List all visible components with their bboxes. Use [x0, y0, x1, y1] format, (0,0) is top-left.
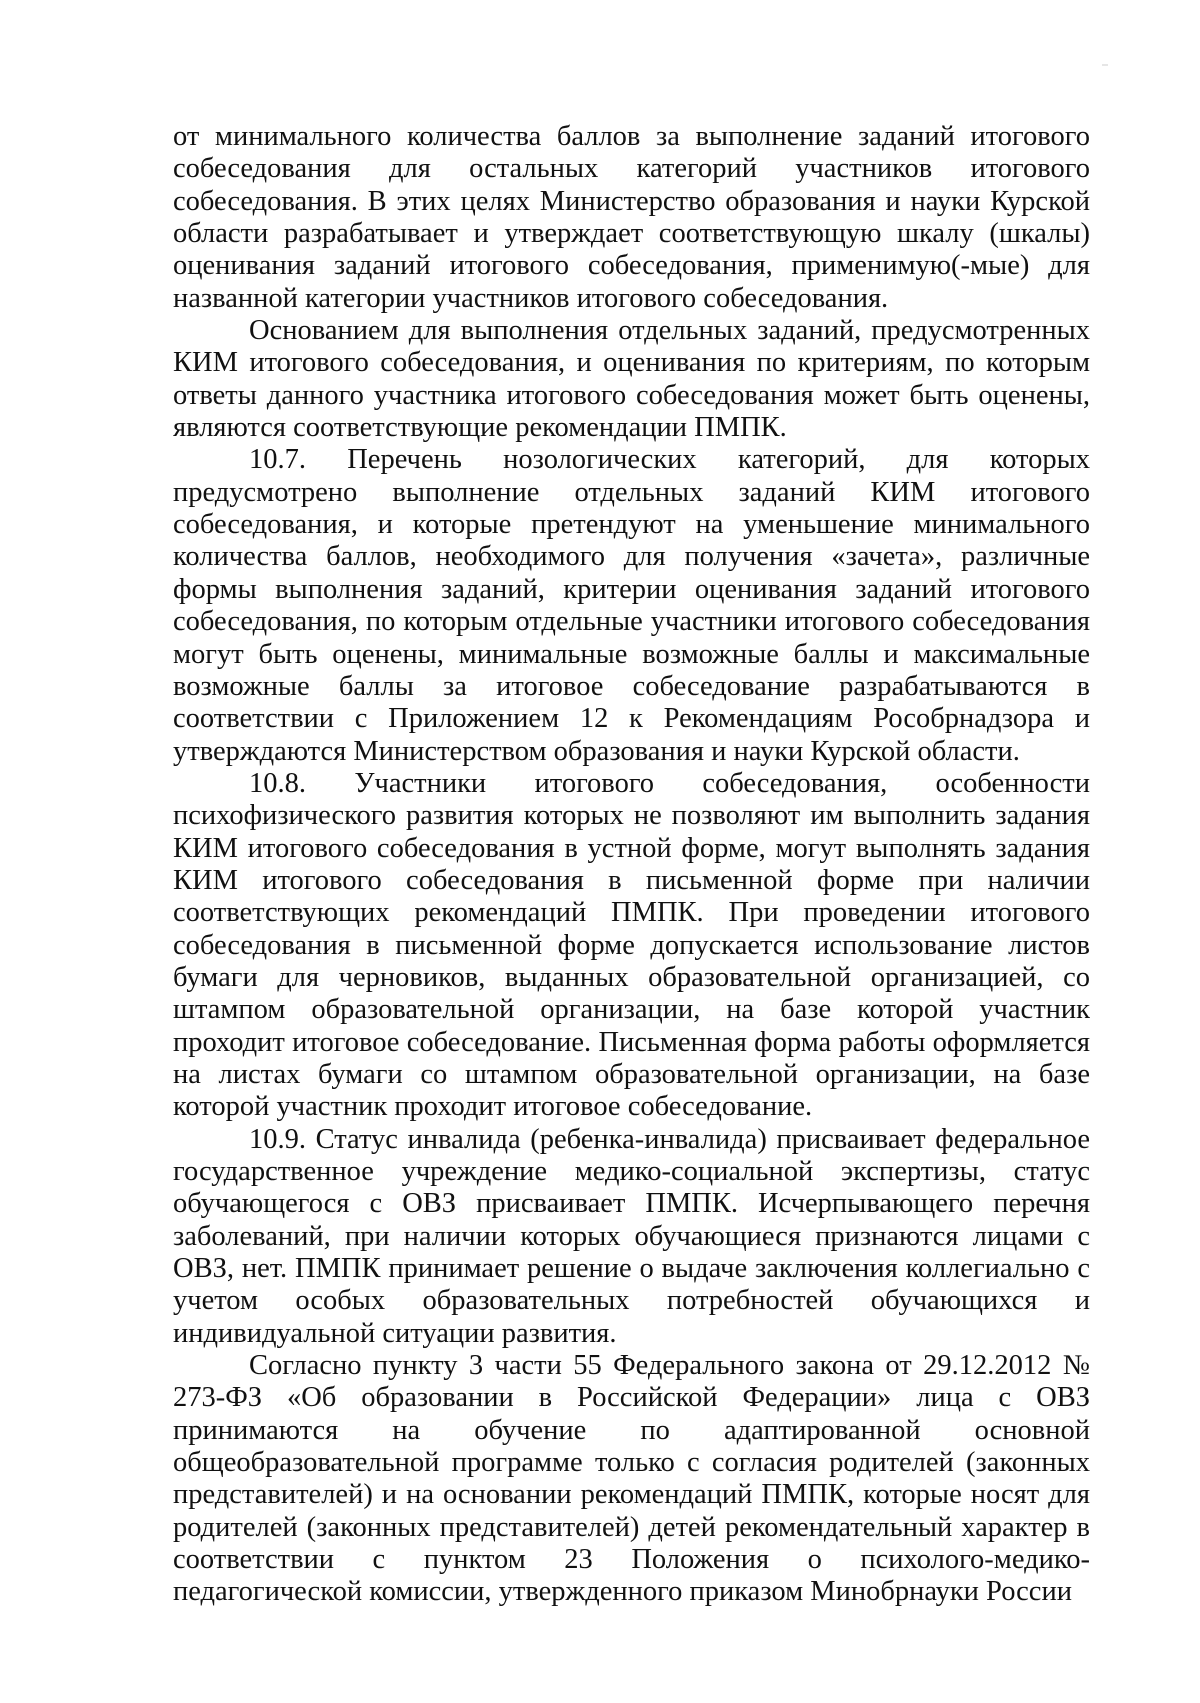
- paragraph-10-8: 10.8. Участники итогового собеседования, особенности психофизического развития которых не позволяют им выполнить задания КИМ итогового собеседования в устной форме, могут выполнять задания КИМ итогового собеседования в письменной форме при наличии соответствующих рекомендаций ПМПК. При проведении итогового собеседования в письменной форме допускается использование листов бумаги для черновиков, выданных образовательной организацией, со штампом образовательной организации, на базе которой участник проходит итоговое собеседование. Письменная форма работы оформляется на листах бумаги со штампом образовательной организации, на базе которой участник проходит итоговое собеседование.: [173, 767, 1090, 1123]
- scan-mark: [1102, 64, 1108, 66]
- document-body: [173, 121, 1090, 1609]
- paragraph-10-7: 10.7. Перечень нозологических категорий, для которых предусмотрено выполнение отдельных заданий КИМ итогового собеседования, и которые претендуют на уменьшение минимального количества баллов, необходимого для получения «зачета», различные формы выполнения заданий, критерии оценивания заданий итогового собеседования, по которым отдельные участники итогового собеседования могут быть оценены, минимальные возможные баллы и максимальные возможные баллы за итоговое собеседование разрабатываются в соответствии с Приложением 12 к Рекомендациям Рособрнадзора и утверждаются Министерством образования и науки Курской области.: [173, 444, 1090, 767]
- paragraph-continuation: от минимального количества баллов за выполнение заданий итогового собеседования для остальных категорий участников итогового собеседования. В этих целях Министерство образования и науки Курской области разрабатывает и утверждает соответствующую шкалу (шкалы) оценивания заданий итогового собеседования, применимую(-мые) для названной категории участников итогового собеседования.: [173, 121, 1090, 314]
- paragraph-law-reference: Согласно пункту 3 части 55 Федерального закона от 29.12.2012 № 273-ФЗ «Об образовании в Российской Федерации» лица с ОВЗ принимаются на обучение по адаптированной основной общеобразовательной программе только с согласия родителей (законных представителей) и на основании рекомендаций ПМПК, которые носят для родителей (законных представителей) детей рекомендательный характер в соответствии с пунктом 23 Положения о психолого-медико-педагогической комиссии, утвержденного приказом Минобрнауки России: [173, 1350, 1090, 1608]
- paragraph-10-9: 10.9. Статус инвалида (ребенка-инвалида) присваивает федеральное государственное учреждение медико-социальной экспертизы, статус обучающегося с ОВЗ присваивает ПМПК. Исчерпывающего перечня заболеваний, при наличии которых обучающиеся признаются лицами с ОВЗ, нет. ПМПК принимает решение о выдаче заключения коллегиально с учетом особых образовательных потребностей обучающихся и индивидуальной ситуации развития.: [173, 1123, 1090, 1349]
- paragraph-basis: Основанием для выполнения отдельных заданий, предусмотренных КИМ итогового собеседования, и оценивания по критериям, по которым ответы данного участника итогового собеседования может быть оценены, являются соответствующие рекомендации ПМПК.: [173, 315, 1090, 444]
